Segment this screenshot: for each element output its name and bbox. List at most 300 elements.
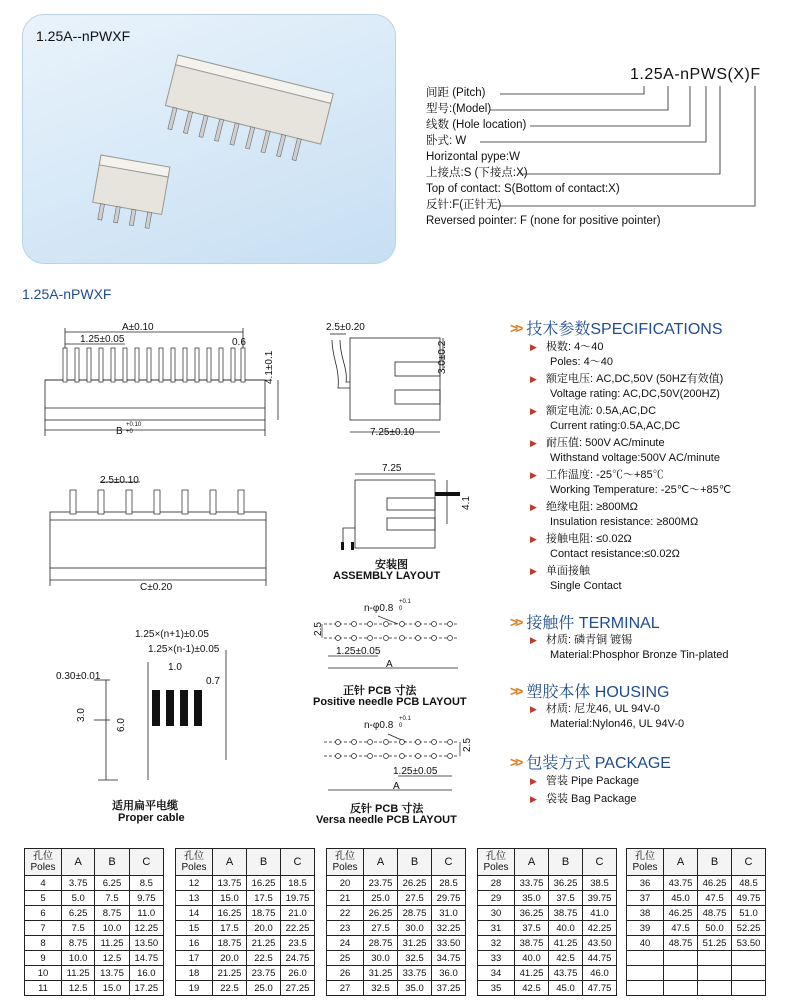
table-cell: 19 — [176, 981, 213, 996]
triangle-bullet-icon: ▶ — [530, 374, 537, 384]
table-cell: 17.5 — [213, 921, 247, 936]
product-photo-panel — [22, 14, 396, 264]
pcb-pos-caption-cn: 正针 PCB 寸法 — [343, 685, 417, 697]
triangle-bullet-icon: ▶ — [530, 794, 537, 804]
table-cell: 27.5 — [364, 921, 398, 936]
table-cell: 36.0 — [432, 966, 466, 981]
column-header-c: C — [281, 849, 315, 876]
table-cell: 35 — [478, 981, 515, 996]
column-header-b: B — [549, 849, 583, 876]
table-row — [327, 981, 466, 996]
table-cell: 11.0 — [129, 906, 163, 921]
table-row — [176, 876, 315, 891]
table-cell — [664, 966, 698, 981]
spec-row: ▶ 管装 Pipe Package — [530, 775, 639, 787]
table-cell: 21.25 — [247, 936, 281, 951]
table-cell: 25 — [327, 951, 364, 966]
specs-heading: >> 技术参数SPECIFICATIONS — [510, 319, 723, 338]
table-cell: 27 — [327, 981, 364, 996]
specs-list — [530, 340, 732, 594]
table-cell: 22.5 — [213, 981, 247, 996]
table-cell: 49.75 — [732, 891, 766, 906]
pcb-rev-25: 2.5 — [462, 738, 473, 752]
table-row — [327, 966, 466, 981]
table-cell: 22 — [327, 906, 364, 921]
table-cell: 12.5 — [95, 951, 129, 966]
table-cell: 21.25 — [213, 966, 247, 981]
triangle-bullet-icon: ▶ — [530, 406, 537, 416]
cable-dim-030: 0.30±0.01 — [56, 671, 101, 682]
table-cell — [698, 966, 732, 981]
spec-row: ▶ 耐压值: 500V AC/minute — [530, 437, 665, 449]
table-cell: 41.25 — [515, 966, 549, 981]
table-cell: 46.0 — [583, 966, 617, 981]
table-cell: 9.75 — [129, 891, 163, 906]
table-cell: 18 — [176, 966, 213, 981]
table-cell: 51.0 — [732, 906, 766, 921]
table-cell: 6.25 — [95, 876, 129, 891]
table-cell: 20 — [327, 876, 364, 891]
table-cell: 28.5 — [432, 876, 466, 891]
pcb-pos-125: 1.25±0.05 — [336, 646, 381, 657]
pcb-rev-125: 1.25±0.05 — [393, 766, 438, 777]
table-cell: 32.5 — [398, 951, 432, 966]
product-photo-title: 1.25A--nPWXF — [36, 28, 131, 44]
table-cell: 43.50 — [583, 936, 617, 951]
table-cell: 15.0 — [95, 981, 129, 996]
column-header-b: B — [247, 849, 281, 876]
table-cell: 27.5 — [398, 891, 432, 906]
table-row — [25, 966, 164, 981]
table-row — [627, 936, 766, 951]
table-cell: 47.5 — [664, 921, 698, 936]
dim-b-tolerance: +0.10 +0 — [126, 422, 142, 435]
spec-row: Poles: 4～40 — [550, 356, 613, 368]
table-cell: 29.75 — [432, 891, 466, 906]
table-cell: 36.25 — [549, 876, 583, 891]
dim-side-25: 2.5±0.20 — [326, 322, 365, 333]
table-cell: 28.75 — [364, 936, 398, 951]
table-cell: 37.5 — [515, 921, 549, 936]
poles-table — [626, 848, 766, 996]
table-cell: 29 — [478, 891, 515, 906]
spec-row: ▶ 接触电阻: ≤0.02Ω — [530, 533, 632, 545]
table-cell: 44.75 — [583, 951, 617, 966]
table-cell: 17.5 — [247, 891, 281, 906]
table-cell: 20.0 — [247, 921, 281, 936]
table-cell: 31.25 — [364, 966, 398, 981]
table-cell: 53.50 — [732, 936, 766, 951]
table-cell: 18.75 — [213, 936, 247, 951]
table-header-row — [478, 849, 617, 876]
cable-dim-n-minus-1: 1.25×(n-1)±0.05 — [148, 644, 220, 655]
table-cell: 50.0 — [698, 921, 732, 936]
cable-drawing — [88, 640, 238, 790]
legend-reversed-en: Reversed pointer: F (none for positive pointer) — [426, 215, 661, 227]
cable-dim-60: 6.0 — [116, 718, 127, 732]
dim-b: B — [116, 426, 123, 437]
table-cell: 14.75 — [129, 951, 163, 966]
dim-asm-725: 7.25 — [382, 463, 402, 474]
column-header-b: B — [698, 849, 732, 876]
table-row — [627, 891, 766, 906]
double-chevron-icon: >> — [510, 682, 521, 699]
table-row — [327, 891, 466, 906]
spec-row: ▶ 材质: 尼龙46, UL 94V-0 — [530, 703, 660, 715]
table-cell: 13.50 — [129, 936, 163, 951]
column-header-a: A — [213, 849, 247, 876]
poles-table — [24, 848, 164, 996]
table-cell: 39 — [627, 921, 664, 936]
triangle-bullet-icon: ▶ — [530, 635, 537, 645]
table-cell: 47.75 — [583, 981, 617, 996]
table-cell: 41.25 — [549, 936, 583, 951]
table-row — [176, 906, 315, 921]
column-header-a: A — [515, 849, 549, 876]
table-cell: 7 — [25, 921, 62, 936]
table-row — [478, 966, 617, 981]
pcb-pos-hole-tolerance: +0.1 0 — [399, 599, 411, 612]
table-row — [25, 906, 164, 921]
table-cell: 21 — [327, 891, 364, 906]
table-cell: 7.5 — [62, 921, 95, 936]
table-cell: 36 — [627, 876, 664, 891]
table-cell: 26.25 — [398, 876, 432, 891]
triangle-bullet-icon: ▶ — [530, 566, 537, 576]
table-cell: 8.75 — [62, 936, 95, 951]
poles-header: 孔位 Poles — [478, 849, 515, 876]
spec-row: ▶ 极数: 4～40 — [530, 341, 604, 353]
table-cell: 23.75 — [247, 966, 281, 981]
table-cell: 35.0 — [515, 891, 549, 906]
table-cell: 14 — [176, 906, 213, 921]
table-cell: 43.75 — [549, 966, 583, 981]
table-cell: 17 — [176, 951, 213, 966]
table-cell: 31 — [478, 921, 515, 936]
legend-leader-lines — [400, 80, 780, 220]
table-row — [478, 981, 617, 996]
legend-pitch: 间距 (Pitch) — [426, 87, 486, 99]
column-header-c: C — [583, 849, 617, 876]
table-cell: 12.25 — [129, 921, 163, 936]
legend-horizontal-cn: 卧式: W — [426, 135, 467, 147]
dim-a: A±0.10 — [122, 322, 154, 333]
table-cell: 24.75 — [281, 951, 315, 966]
table-row — [478, 951, 617, 966]
table-row — [327, 921, 466, 936]
table-cell: 33.75 — [515, 876, 549, 891]
table-cell: 33.75 — [398, 966, 432, 981]
spec-row: Material:Phosphor Bronze Tin-plated — [550, 649, 729, 661]
table-row — [176, 891, 315, 906]
table-row — [627, 876, 766, 891]
table-cell: 48.75 — [664, 936, 698, 951]
spec-row: ▶ 额定电流: 0.5A,AC,DC — [530, 405, 657, 417]
table-row — [627, 966, 766, 981]
table-cell: 28.75 — [398, 906, 432, 921]
table-cell — [698, 981, 732, 996]
poles-header: 孔位 Poles — [627, 849, 664, 876]
assembly-caption-cn: 安装图 — [375, 559, 408, 571]
column-header-c: C — [432, 849, 466, 876]
table-cell: 43.75 — [664, 876, 698, 891]
table-cell: 36.25 — [515, 906, 549, 921]
table-cell: 21.0 — [281, 906, 315, 921]
table-header-row — [25, 849, 164, 876]
table-row — [627, 981, 766, 996]
pcb-rev-a: A — [393, 781, 400, 792]
part-number: 1.25A-nPWS(X)F — [630, 66, 761, 83]
table-cell: 8 — [25, 936, 62, 951]
table-row — [25, 936, 164, 951]
table-cell: 38.75 — [549, 906, 583, 921]
table-cell: 47.5 — [698, 891, 732, 906]
table-row — [25, 951, 164, 966]
column-header-a: A — [62, 849, 95, 876]
table-cell: 9 — [25, 951, 62, 966]
table-cell: 51.25 — [698, 936, 732, 951]
table-row — [25, 891, 164, 906]
table-cell: 8.75 — [95, 906, 129, 921]
table-cell: 4 — [25, 876, 62, 891]
table-cell: 18.5 — [281, 876, 315, 891]
table-cell: 13.75 — [213, 876, 247, 891]
poles-table — [175, 848, 315, 996]
table-row — [627, 906, 766, 921]
table-cell: 30 — [478, 906, 515, 921]
table-cell: 6.25 — [62, 906, 95, 921]
spec-row: Single Contact — [550, 580, 622, 592]
table-cell — [732, 981, 766, 996]
table-row — [627, 921, 766, 936]
spec-row: Insulation resistance: ≥800MΩ — [550, 516, 699, 528]
dim-41: 4.1±0.1 — [264, 350, 275, 384]
table-row — [176, 921, 315, 936]
table-cell: 46.25 — [698, 876, 732, 891]
table-row — [176, 936, 315, 951]
table-row — [478, 936, 617, 951]
dim-front-25: 2.5±0.10 — [100, 475, 139, 486]
legend-contact-en: Top of contact: S(Bottom of contact:X) — [426, 183, 620, 195]
table-cell: 31.0 — [432, 906, 466, 921]
table-cell: 16.25 — [247, 876, 281, 891]
table-cell: 8.5 — [129, 876, 163, 891]
spec-row: Voltage rating: AC,DC,50V(200HZ) — [550, 388, 720, 400]
dim-side-725: 7.25±0.10 — [370, 427, 415, 438]
table-cell: 11.25 — [95, 936, 129, 951]
table-cell: 24 — [327, 936, 364, 951]
table-cell: 42.5 — [549, 951, 583, 966]
table-cell: 6 — [25, 906, 62, 921]
table-cell: 12.5 — [62, 981, 95, 996]
table-header-row — [627, 849, 766, 876]
table-cell: 11 — [25, 981, 62, 996]
table-cell: 15 — [176, 921, 213, 936]
section-title: 1.25A-nPWXF — [22, 286, 112, 302]
table-cell: 26.25 — [364, 906, 398, 921]
column-header-c: C — [129, 849, 163, 876]
triangle-bullet-icon: ▶ — [530, 438, 537, 448]
table-row — [25, 921, 164, 936]
double-chevron-icon: >> — [510, 319, 521, 336]
table-cell: 37 — [627, 891, 664, 906]
column-header-b: B — [95, 849, 129, 876]
spec-row: ▶ 袋装 Bag Package — [530, 793, 637, 805]
triangle-bullet-icon: ▶ — [530, 470, 537, 480]
table-cell: 52.25 — [732, 921, 766, 936]
table-cell: 42.5 — [515, 981, 549, 996]
table-row — [176, 951, 315, 966]
dim-06: 0.6 — [232, 337, 246, 348]
terminal-heading: >> 接触件 TERMINAL — [510, 613, 660, 632]
table-cell: 35.0 — [398, 981, 432, 996]
table-row — [478, 876, 617, 891]
column-header-a: A — [664, 849, 698, 876]
table-cell: 38 — [627, 906, 664, 921]
table-cell: 32.25 — [432, 921, 466, 936]
table-cell: 3.75 — [62, 876, 95, 891]
table-cell: 11.25 — [62, 966, 95, 981]
positive-pcb-drawing — [318, 610, 468, 680]
assembly-drawing — [325, 470, 460, 555]
table-cell: 10 — [25, 966, 62, 981]
table-cell: 22.5 — [247, 951, 281, 966]
table-row — [25, 876, 164, 891]
table-cell: 5.0 — [62, 891, 95, 906]
table-cell: 28 — [478, 876, 515, 891]
legend-horizontal-en: Horizontal pype:W — [426, 151, 520, 163]
double-chevron-icon: >> — [510, 753, 521, 770]
poles-table — [477, 848, 617, 996]
table-row — [478, 921, 617, 936]
column-header-b: B — [398, 849, 432, 876]
spec-row: ▶ 额定电压: AC,DC,50V (50HZ有效值) — [530, 373, 724, 385]
table-header-row — [327, 849, 466, 876]
table-row — [327, 906, 466, 921]
housing-list — [530, 702, 685, 732]
table-cell: 30.0 — [398, 921, 432, 936]
table-row — [627, 951, 766, 966]
table-cell: 10.0 — [95, 921, 129, 936]
table-cell: 40.0 — [549, 921, 583, 936]
table-cell: 33 — [478, 951, 515, 966]
table-cell: 26 — [327, 966, 364, 981]
cable-dim-10: 1.0 — [168, 662, 182, 673]
table-cell: 48.75 — [698, 906, 732, 921]
package-heading: >> 包装方式 PACKAGE — [510, 753, 671, 772]
table-cell: 37.25 — [432, 981, 466, 996]
table-cell: 19.75 — [281, 891, 315, 906]
table-cell: 34.75 — [432, 951, 466, 966]
column-header-c: C — [732, 849, 766, 876]
connector-photo — [23, 15, 395, 263]
table-cell: 18.75 — [247, 906, 281, 921]
table-cell: 27.25 — [281, 981, 315, 996]
spec-row: Contact resistance:≤0.02Ω — [550, 548, 680, 560]
poles-header: 孔位 Poles — [176, 849, 213, 876]
table-header-row — [176, 849, 315, 876]
pcb-rev-caption-cn: 反针 PCB 寸法 — [350, 803, 424, 815]
triangle-bullet-icon: ▶ — [530, 342, 537, 352]
poles-header: 孔位 Poles — [25, 849, 62, 876]
triangle-bullet-icon: ▶ — [530, 534, 537, 544]
table-cell — [732, 966, 766, 981]
triangle-bullet-icon: ▶ — [530, 776, 537, 786]
table-row — [478, 906, 617, 921]
poles-header: 孔位 Poles — [327, 849, 364, 876]
table-cell: 39.75 — [583, 891, 617, 906]
table-cell: 16.25 — [213, 906, 247, 921]
table-cell: 33.50 — [432, 936, 466, 951]
table-cell: 26.0 — [281, 966, 315, 981]
table-cell: 32.5 — [364, 981, 398, 996]
housing-heading: >> 塑胶本体 HOUSING — [510, 682, 670, 701]
table-cell: 25.0 — [247, 981, 281, 996]
triangle-bullet-icon: ▶ — [530, 704, 537, 714]
table-cell: 15.0 — [213, 891, 247, 906]
legend-contact-cn: 上接点:S (下接点:X) — [426, 167, 528, 179]
cable-dim-07: 0.7 — [206, 676, 220, 687]
pcb-pos-caption-en: Positive needle PCB LAYOUT — [313, 696, 467, 708]
table-cell: 7.5 — [95, 891, 129, 906]
table-cell: 42.25 — [583, 921, 617, 936]
table-cell: 13 — [176, 891, 213, 906]
table-cell — [664, 981, 698, 996]
dim-pitch: 1.25±0.05 — [80, 334, 125, 345]
table-row — [327, 936, 466, 951]
pcb-rev-caption-en: Versa needle PCB LAYOUT — [316, 814, 457, 826]
pcb-pos-25: 2.5 — [313, 622, 324, 636]
table-cell: 16.0 — [129, 966, 163, 981]
pcb-pos-hole: n-φ0.8 — [364, 603, 394, 614]
table-cell: 23 — [327, 921, 364, 936]
table-cell: 38.5 — [583, 876, 617, 891]
double-chevron-icon: >> — [510, 613, 521, 630]
spec-row: ▶ 绝缘电阻: ≥800MΩ — [530, 501, 638, 513]
pcb-pos-a: A — [386, 659, 393, 670]
cable-caption-cn: 适用扁平电缆 — [112, 800, 178, 812]
table-row — [327, 876, 466, 891]
terminal-list — [530, 633, 729, 663]
package-list — [530, 774, 639, 807]
spec-row: ▶ 材质: 磷青铜 镀锡 — [530, 634, 633, 646]
table-cell: 20.0 — [213, 951, 247, 966]
table-cell: 12 — [176, 876, 213, 891]
table-cell — [664, 951, 698, 966]
table-cell: 32 — [478, 936, 515, 951]
cable-dim-n-plus-1: 1.25×(n+1)±0.05 — [135, 629, 209, 640]
pcb-rev-hole: n-φ0.8 — [364, 720, 394, 731]
spec-row: ▶ 工作温度: -25℃～+85℃ — [530, 469, 664, 481]
table-cell: 38.75 — [515, 936, 549, 951]
column-header-a: A — [364, 849, 398, 876]
table-cell: 31.25 — [398, 936, 432, 951]
table-cell: 40.0 — [515, 951, 549, 966]
table-cell: 5 — [25, 891, 62, 906]
legend-hole: 线数 (Hole location) — [426, 119, 527, 131]
table-row — [176, 966, 315, 981]
spec-row: Working Temperature: -25℃～+85℃ — [550, 484, 732, 496]
table-row — [25, 981, 164, 996]
table-cell — [627, 981, 664, 996]
table-cell: 45.0 — [549, 981, 583, 996]
table-cell — [732, 951, 766, 966]
table-cell: 13.75 — [95, 966, 129, 981]
table-cell: 22.25 — [281, 921, 315, 936]
table-cell: 10.0 — [62, 951, 95, 966]
spec-row: ▶ 单面接触 — [530, 565, 590, 577]
side-view-drawing — [320, 328, 450, 443]
